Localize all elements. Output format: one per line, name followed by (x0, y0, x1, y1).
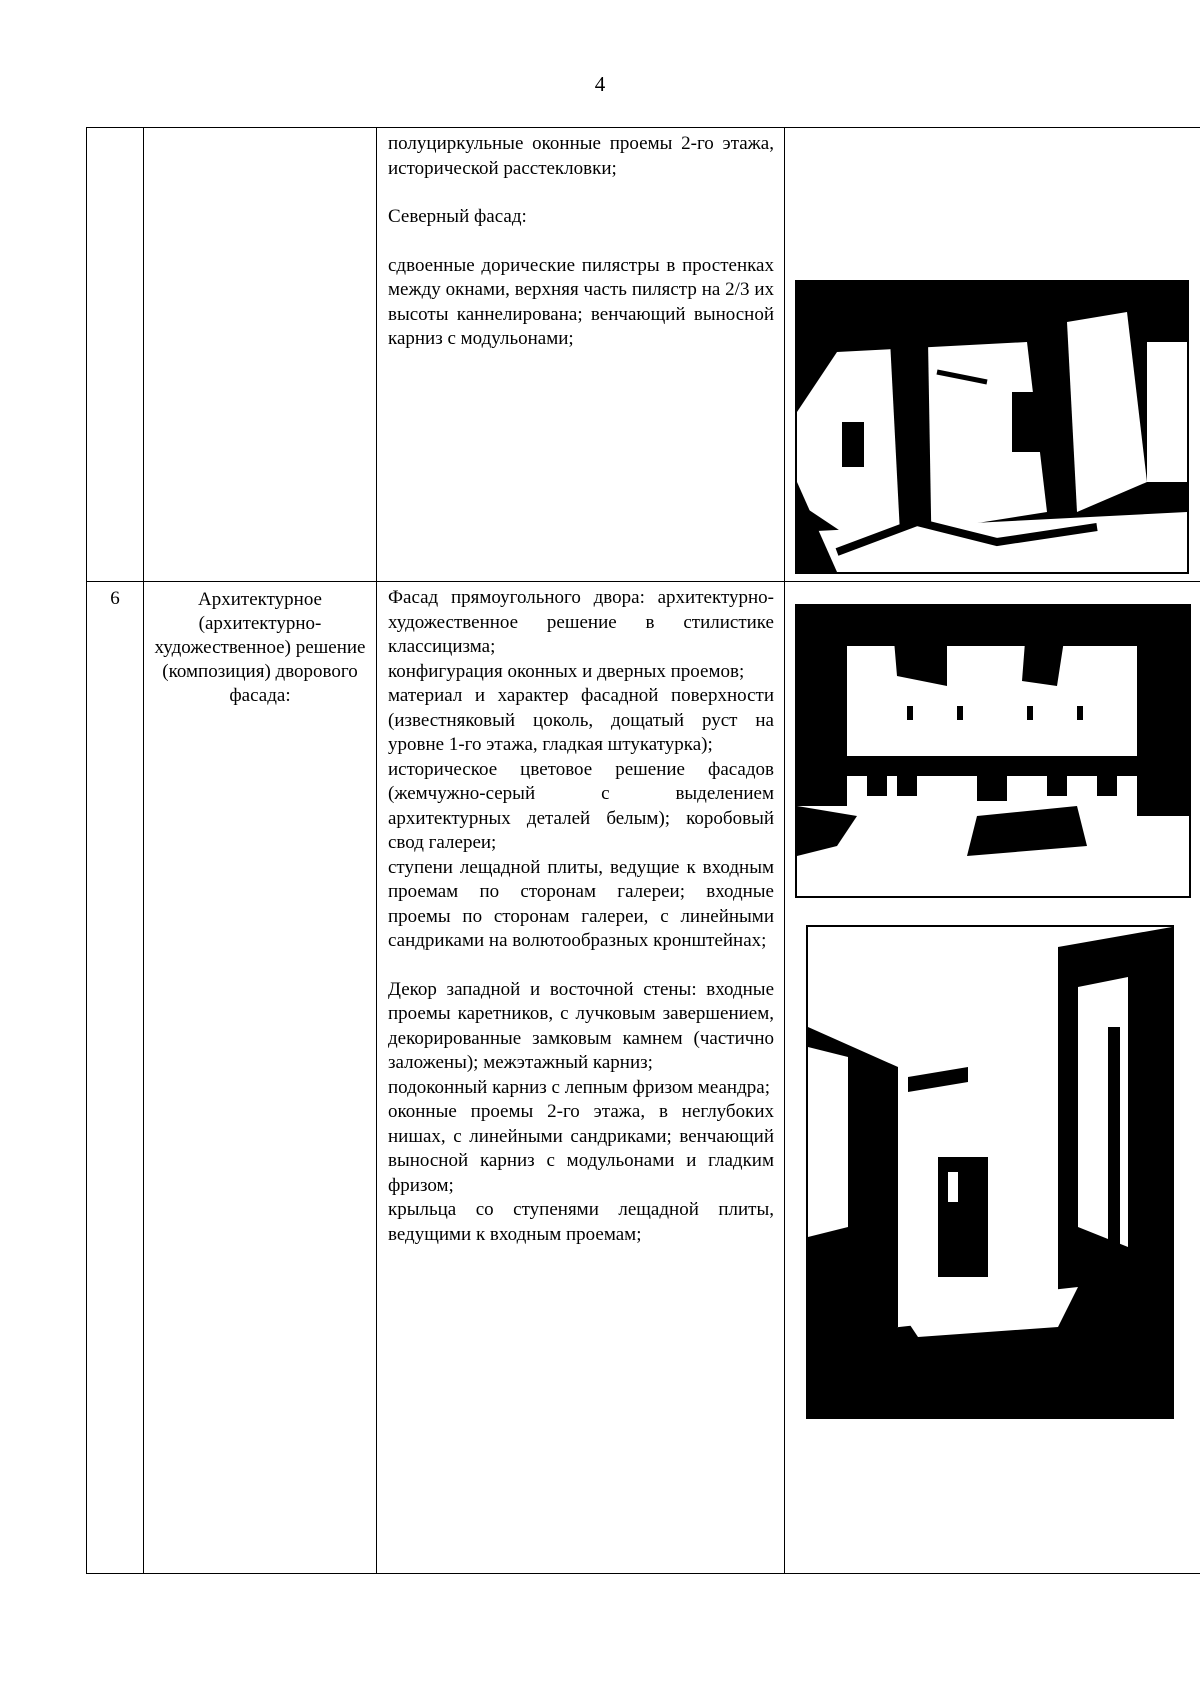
description-paragraph: Северный фасад: (388, 206, 527, 227)
north-facade-photo (795, 280, 1189, 574)
description-paragraph: оконные проемы 2-го этажа, в неглубоких нишах, с линейными сандриками; венчающий выносной карниз с модульонами и гладким фризом; (388, 1101, 774, 1196)
feature-name-cell: Архитектурное (архитектурно-художественное) решение (композиция) дворового фасада: (144, 582, 377, 1574)
description-paragraph: крыльца со ступенями лещадной плиты, ведущими к входным проемам; (388, 1199, 774, 1245)
description-paragraph: Декор западной и восточной стены: входные проемы каретников, с лучковым завершением, декорированные замковым камнем (частично заложены); межэтажный карниз; (388, 978, 774, 1073)
description-paragraph: конфигурация оконных и дверных проемов; (388, 660, 745, 682)
photo-cell (785, 582, 1200, 1574)
description-paragraph: полуциркульные оконные проемы 2-го этажа, исторической расстекловки; (388, 133, 774, 179)
description-paragraph: ступени лещадной плиты, ведущие к входным проемам по сторонам галереи; входные проемы по сторонам галереи, с линейными сандриками на волютообразных кронштейнах; (388, 856, 774, 951)
feature-name-cell (144, 128, 377, 582)
description-paragraph: историческое цветовое решение фасадов (жемчужно-серый с выделением архитектурных деталей белым); коробовый свод галереи; (388, 758, 774, 853)
table-row (87, 128, 1200, 582)
gallery-photo (806, 925, 1174, 1419)
description-paragraph: сдвоенные дорические пилястры в простенках между окнами, верхняя часть пилястр на 2/3 их высоты каннелирована; венчающий выносной карниз с модульонами; (388, 254, 774, 349)
description-paragraph: подоконный карниз с лепным фризом меандра; (388, 1076, 770, 1098)
monument-features-table (86, 127, 1200, 1574)
row-number-cell: 6 (87, 582, 144, 1574)
feature-description-cell (377, 128, 785, 582)
description-paragraph: Фасад прямоугольного двора: архитектурно-художественное решение в стилистике классицизма; (388, 587, 774, 657)
page-number: 4 (594, 72, 606, 96)
courtyard-facade-photo (795, 604, 1191, 898)
table-row (87, 582, 1200, 1574)
description-paragraph: материал и характер фасадной поверхности (известняковый цоколь, дощатый руст на уровне 1-го этажа, гладкая штукатурка); (388, 685, 774, 755)
photo-cell (785, 128, 1200, 582)
feature-description-cell (377, 582, 785, 1574)
row-number-cell (87, 128, 144, 582)
